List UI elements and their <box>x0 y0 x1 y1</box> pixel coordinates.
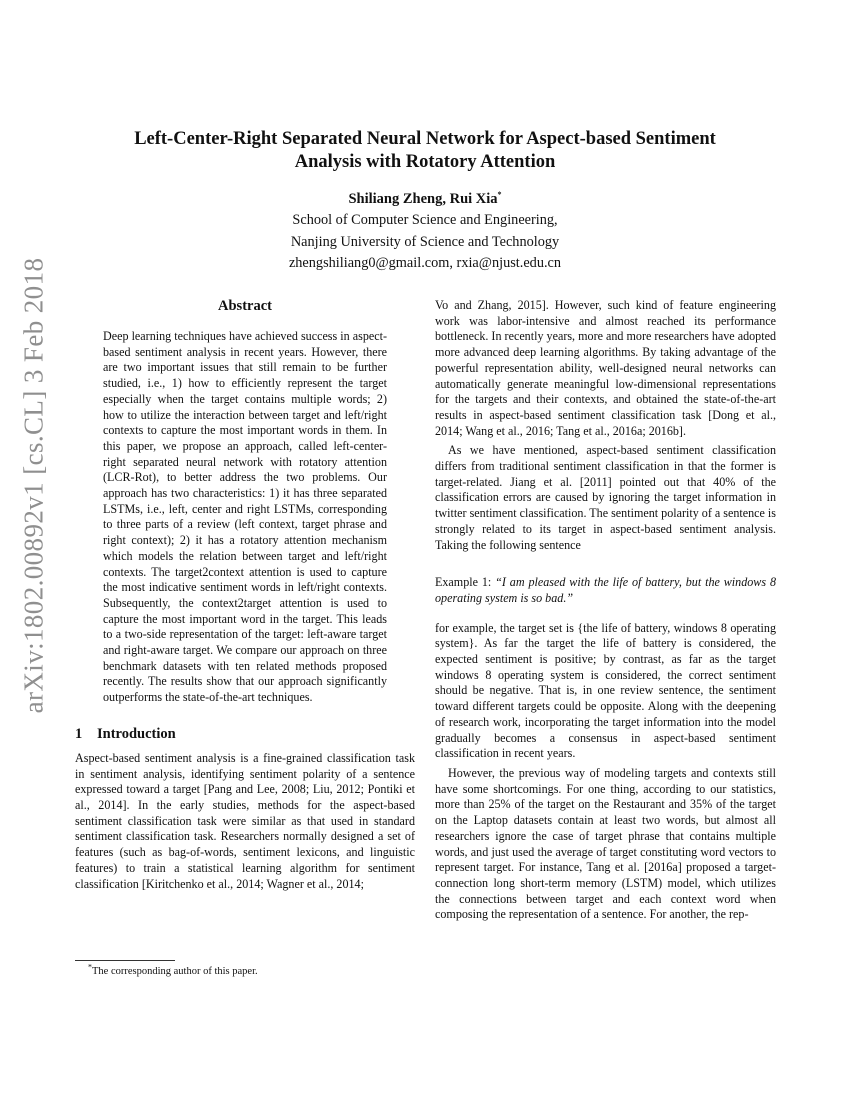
affiliation-school: School of Computer Science and Engineering, <box>292 212 558 228</box>
author-line <box>80 191 770 208</box>
affiliation-block <box>80 210 770 275</box>
intro-paragraph-3: As we have mentioned, aspect-based sentiment classification differs from traditional sentiment classification in that the former is target-related. Jiang et al. [2011] pointed out that 40% of the classification errors are caused by ignoring the target information in twitter sentiment classification. The sentiment polarity of a sentence is strongly related to its target in aspect-based sentiment analysis. Taking the following sentence <box>435 443 776 552</box>
author-footnote-mark: * <box>497 190 502 200</box>
author-names: Shiliang Zheng, Rui Xia <box>348 191 498 207</box>
intro-paragraph-2: Vo and Zhang, 2015]. However, such kind of feature engineering work was labor-intensive and almost reached its performance bottleneck. In recently years, more and more researchers have adopted more advanced deep learning algorithms. By taking advantage of the powerful representation ability, well-designed neural networks can automatically generate meaningful low-dimensional representations for the targets and their contexts, and obtained the state-of-the-art results in aspect-based sentiment classification task [Dong et al., 2014; Wang et al., 2016; Tang et al., 2016a; 2016b]. <box>435 298 776 438</box>
footnote <box>75 962 418 978</box>
footnote-text: The corresponding author of this paper. <box>92 966 258 977</box>
arxiv-identifier-stamp <box>14 257 54 713</box>
paper-title <box>80 128 770 174</box>
section-heading-introduction <box>75 726 415 743</box>
example-sentence: “I am pleased with the life of battery, but the windows 8 operating system is so bad.” <box>435 575 776 605</box>
title-line-1: Left-Center-Right Separated Neural Network for Aspect-based Sentiment <box>134 129 716 149</box>
intro-paragraph-5: However, the previous way of modeling targets and contexts still have some shortcomings. For one thing, according to our statistics, more than 25% of the target on the Restaurant and 35% of the target on the Laptop datasets contain at least two words, but almost all researchers ignore the case of target phrase that contains multiple words, and just used the average of target constituting word vectors to represent target. For instance, Tang et al. [2016a] proposed a target-connection long short-term memory (LSTM) model, which utilizes the connections between target and each context word when composing the representation of a sentence. For another, the rep- <box>435 765 776 922</box>
footnote-divider <box>75 960 175 961</box>
intro-paragraph-1: Aspect-based sentiment analysis is a fine-grained classification task in sentiment analysis, identifying sentiment polarity of a sentence expressed toward a target [Pang and Lee, 2008; Liu, 2012; Pontiki et al., 2014]. In the early studies, methods for the aspect-based sentiment classification task were similar as that used in standard sentiment classification task. Researchers normally designed a set of features (such as bag-of-words, sentiment lexicons, and linguistic features) to train a statistical learning algorithm for sentiment classification [Kiritchenko et al., 2014; Wagner et al., 2014; <box>75 750 415 891</box>
right-column <box>435 298 776 923</box>
left-column <box>75 298 415 892</box>
abstract-text: Deep learning techniques have achieved success in aspect-based sentiment analysis in recent years. However, there are two important issues that still remain to be further studied, i.e., 1) how to efficiently represent the target especially when the target contains multiple words; 2) how to utilize the interaction between target and left/right contexts to capture the most important words in them. In this paper, we propose an approach, called left-center-right separated neural network with rotatory attention (LCR-Rot), to better address the two problems. Our approach has two characteristics: 1) it has three separated LSTMs, i.e., left, center and right LSTMs, corresponding to three parts of a review (left context, target phrase and right context); 2) it has a rotatory attention mechanism which models the relation between target and left/right contexts. The target2context attention is used to capture the most indicative sentiment words in left/right contexts. Subsequently, the context2target attention is used to capture the most important word in the target. This leads to a two-side representation of the target: left-aware target and right-aware target. We compare our approach on three benchmark datasets with ten related methods proposed recently. The results show that our approach significantly outperforms the state-of-the-art techniques. <box>103 329 387 705</box>
abstract-heading: Abstract <box>218 298 272 314</box>
title-line-2: Analysis with Rotatory Attention <box>294 152 556 172</box>
example-label: Example 1: <box>435 575 492 590</box>
footnote-mark: * <box>88 962 92 972</box>
affiliation-university: Nanjing University of Science and Technology <box>290 233 560 250</box>
arxiv-id-text: arXiv:1802.00892v1 [cs.CL] 3 Feb 2018 <box>18 257 49 713</box>
section-number: 1 <box>75 725 83 742</box>
author-emails: zhengshiliang0@gmail.com, rxia@njust.edu.cn <box>288 255 562 271</box>
intro-paragraph-4: for example, the target set is {the life of battery, windows 8 operating system}. As far the target the life of battery is considered, the expected sentiment is positive; by contrast, as far as the target windows 8 operating system is considered, the correct sentiment should be negative. That is, in one review sentence, the sentiment toward different targets could be opposite. Along with the deepening of research work, incorporating the target information into the model gradually becomes a consensus in aspect-based sentiment classification in recent years. <box>435 620 776 761</box>
section-title: Introduction <box>97 725 176 742</box>
example-block <box>435 575 776 606</box>
